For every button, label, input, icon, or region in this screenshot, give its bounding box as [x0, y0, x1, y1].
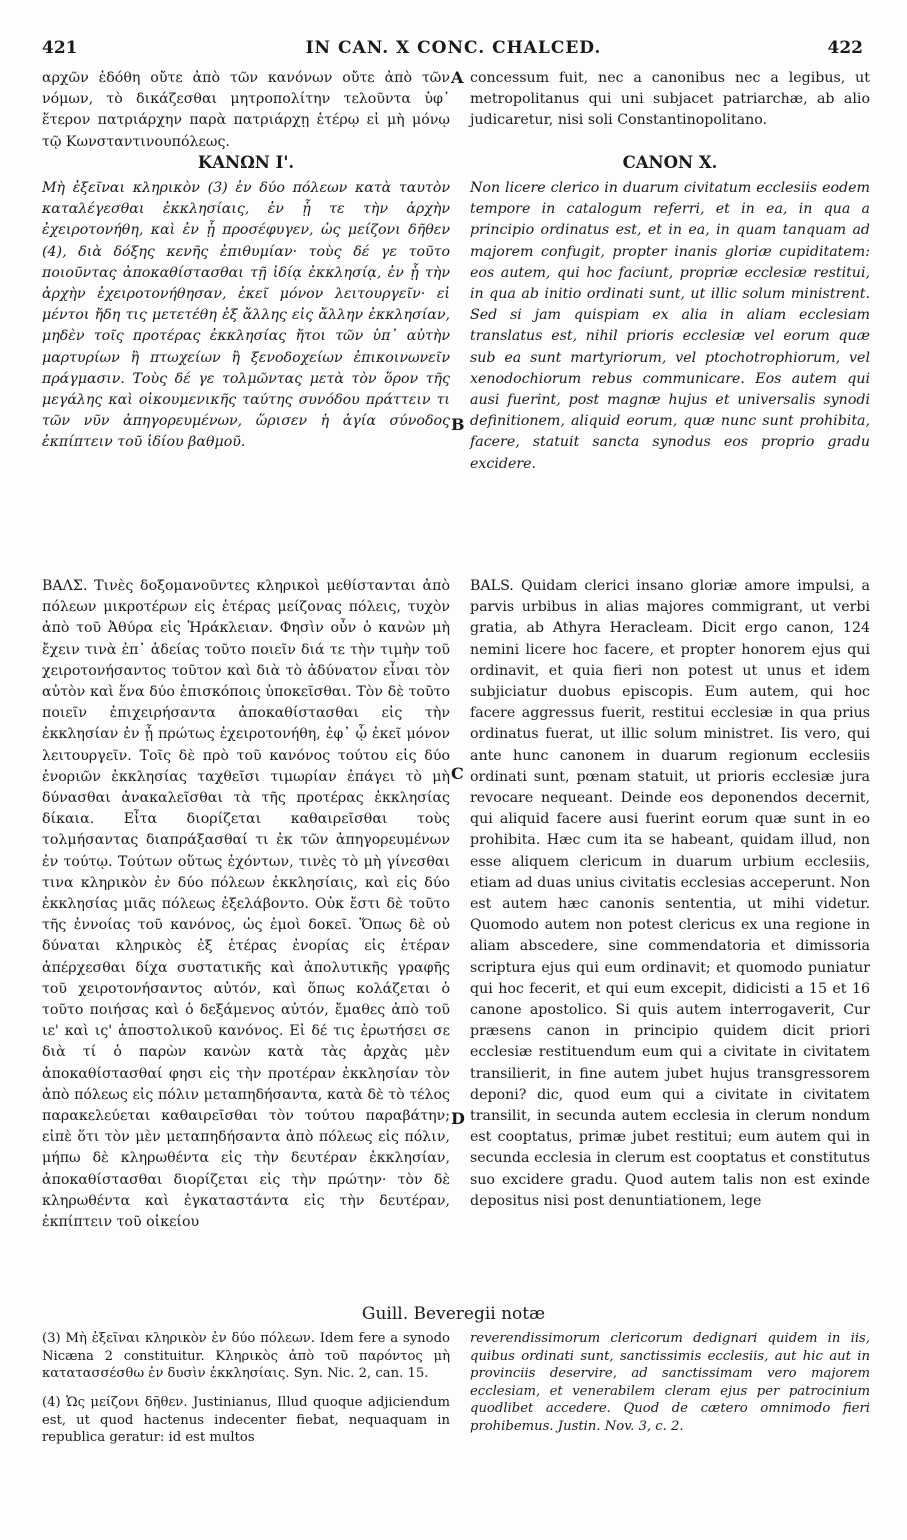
margin-letter-c: C	[451, 764, 464, 783]
page-number-left: 421	[42, 38, 78, 58]
notes-right-column	[470, 1330, 870, 1435]
note-3: (3) Μὴ ἐξεῖναι κληρικὸν ἐν δύο πόλεων. Idem fere a synodo Nicæna 2 constituitur. Κληρικὸς ἀπὸ τοῦ παρόντος μὴ κατατασσέσθω ἐν δυσὶν ἐκκλησίαις. Syn. Nic. 2, can. 15.	[42, 1331, 450, 1381]
latin-balsamon-commentary: BALS. Quidam clerici insano gloriæ amore impulsi, a parvis urbibus in alias majores commigrant, ut verbi gratia, ab Athyra Heracleam. Dicit ergo canon, 124 nemini licere hoc facere, et propter honorem ejus qui ordinavit, et quia fieri non potest ut unus et idem subjiciatur duobus episcopis. Eum autem, qui hoc facere aggressus fuerit, restitui ecclesiæ in qua prius ordinatus fuerat, ut illic solum ministret. Iis vero, qui ante hunc canonem in duarum regionum ecclesiis ordinati sunt, pœnam statuit, ut prioris ecclesiæ jura revocare nequeant. Deinde eos deponendos decernit, qui aliquid facere ausi fuerint eorum quæ sunt in eo prohibita. Hæc cum ita se habeant, quidam illud, non esse aliquem clericum in duarum urbium ecclesiis, etiam ad duas unius civitatis ecclesias acceperunt. Non est autem hæc canonis sententia, ut mihi videtur. Quomodo autem non potest clericus ex una regione in aliam abscedere, sine commendatoria et dimissoria scriptura ejus qui eum ordinavit; et quomodo puniatur qui hoc fecerit, et qui eum excepit, didicisti a 15 et 16 canone apostolico. Si quis autem interrogaverit, Cur præsens canon in principio quidem dicit priori ecclesiæ restituendum eum qui a civitate in civitatem transilierit, in fine autem jubet hujus transgressorem deponi? dic, quod eum qui a civitate in civitatem transilit, in secunda autem ecclesia in clerum nondum est cooptatus, primæ jubet restitui; eum autem qui in secunda ecclesia in clerum est cooptatus et constitutus suo excidere gradu. Quod autem talis non est exinde depositus nisi post denuntiationem, lege	[470, 578, 870, 1209]
greek-column	[42, 68, 450, 1366]
latin-canon-text: Non licere clerico in duarum civitatum ecclesiis eodem tempore in catalogum referri, et in ea, in qua a principio ordinatus est, et in ea, in quam tanquam ad majorem confugit, propter inanis gloriæ cupiditatem: eos autem, qui hoc faciunt, propriæ ecclesiæ restitui, in qua ab initio ordinati sunt, ut illic solum ministrent. Sed si jam quispiam ex alia in aliam ecclesiam translatus est, nihil prioris ecclesiæ vel eorum quæ sub ea sunt martyriorum, vel ptochotrophiorum, vel xenodochiorum rebus communicare. Eos autem qui ausi fuerint, post magnæ hujus et universalis synodi definitionem, aliquid eorum, quæ nunc sunt prohibita, facere, statuit sancta synodus eos proprio gradu excidere.	[470, 180, 870, 472]
latin-column	[470, 68, 870, 1366]
notes-title: Guill. Beveregii notæ	[361, 1304, 546, 1324]
running-title: IN CAN. X CONC. CHALCED.	[305, 38, 602, 58]
margin-letter-b: B	[451, 415, 465, 434]
note-4-continued: reverendissimorum clericorum dedignari quidem in iis, quibus ordinati sunt, sanctissimis ecclesiis, aut hic aut in provinciis deservire, ad sanctissimam vero majorem ecclesiam, et venerabilem cleram ejus per patrocinium quodlibet accedere. Quod de cætero omnimodo fieri prohibemus. Justin. Nov. 3, c. 2.	[470, 1331, 870, 1434]
greek-canon-title: ΚΑΝΩΝ Ι'.	[197, 153, 295, 172]
greek-top-text: αρχῶν ἐδόθη οὔτε ἀπὸ τῶν κανόνων οὔτε ἀπὸ τῶν νόμων, τὸ δικάζεσθαι μητροπολίτην τελοῦντα ὑφ᾽ ἕτερον πατριάρχην παρὰ πατριάρχῃ ἑτέρῳ εἰ μὴ μόνῳ τῷ Κωνσταντινουπόλεως.	[42, 70, 450, 150]
page-number-right: 422	[827, 38, 863, 58]
latin-canon-title: CANON X.	[622, 153, 718, 172]
margin-letter-a: A	[451, 68, 464, 87]
greek-canon-text: Μὴ ἐξεῖναι κληρικὸν (3) ἐν δύο πόλεων κατὰ ταυτὸν καταλέγεσθαι ἐκκλησίαις, ἐν ᾗ τε τὴν ἀρχὴν ἐχειροτονήθη, καὶ ἐν ᾗ προσέφυγεν, ὡς μείζονι δῆθεν (4), διὰ δόξης κενῆς ἐπιθυμίαν· τοὺς δέ γε τοῦτο ποιοῦντας ἀποκαθίστασθαι τῇ ἰδίᾳ ἐκκλησίᾳ, ἐν ᾗ τὴν ἀρχὴν ἐχειροτονήθησαν, ἐκεῖ μόνον λειτουργεῖν· εἰ μέντοι ἤδη τις μετετέθη ἐξ ἄλλης εἰς ἄλλην ἐκκλησίαν, μηδὲν τοῖς προτέρας ἐκκλησίας ἤτοι τῶν ὑπ᾽ αὐτὴν μαρτυρίων ἢ πτωχείων ἢ ξενοδοχείων ἐπικοινωνεῖν πράγμασιν. Τοὺς δέ γε τολμῶντας μετὰ τὸν ὅρον τῆς μεγάλης καὶ οἰκουμενικῆς ταύτης συνόδου πράττειν τι τῶν νῦν ἀπηγορευμένων, ὥρισεν ἡ ἁγία σύνοδος ἐκπίπτειν τοῦ ἰδίου βαθμοῦ.	[42, 180, 450, 451]
latin-top-text: concessum fuit, nec a canonibus nec a legibus, ut metropolitanus qui uni subjacet patriarchæ, ab alio judicaretur, nisi soli Constantinopolitano.	[470, 70, 870, 129]
note-4: (4) Ὡς μείζονι δῆθεν. Justinianus, Illud quoque adjiciendum est, ut quod hactenus indecenter fiebat, nequaquam in republica geratur: id est multos	[42, 1395, 450, 1445]
margin-letter-d: D	[451, 1109, 465, 1128]
greek-balsamon-commentary: ΒΑΛΣ. Τινὲς δοξομανοῦντες κληρικοὶ μεθίστανται ἀπὸ πόλεων μικροτέρων εἰς ἑτέρας μείζονας πόλεις, τυχὸν ἀπὸ τοῦ Ἀθύρα εἰς Ἡράκλειαν. Φησὶν οὖν ὁ κανὼν μὴ ἔχειν τινὰ ἐπ᾽ ἀδείας τοῦτο ποιεῖν διά τε τὴν τιμὴν τοῦ χειροτονήσαντος τοῦτον καὶ διὰ τὸ ἀδύνατον εἶναι τὸν αὐτὸν καὶ ἕνα δύο ἐπισκόποις ὑποκεῖσθαι. Τὸν δὲ τοῦτο ποιεῖν ἐπιχειρήσαντα ἀποκαθίστασθαι εἰς τὴν ἐκκλησίαν ἐν ᾗ πρώτως ἐχειροτονήθη, ἐφ᾽ ᾧ ἐκεῖ μόνον λειτουργεῖν. Τοῖς δὲ πρὸ τοῦ κανόνος τούτου εἰς δύο ἐνοριῶν ἐκκλησίας ταχθεῖσι τιμωρίαν ἐπάγει τὸ μὴ δύνασθαι ἀνακαλεῖσθαι τὰ τῆς προτέρας ἐκκλησίας δίκαια. Εἶτα διορίζεται καθαιρεῖσθαι τοὺς τολμήσαντας διαπράξασθαί τι ἐκ τῶν ἀπηγορευμένων ἐν τούτῳ. Τούτων οὕτως ἐχόντων, τινὲς τὸ μὴ γίνεσθαι τινα κληρικὸν ἐν δύο πόλεων ἐκκλησίαις, καὶ εἰς δύο ἐκκλησίας μιᾶς πόλεως ἐξελάβοντο. Οὐκ ἔστι δὲ τοῦτο τῆς ἐννοίας τοῦ κανόνος, ὡς ἐμοὶ δοκεῖ. Ὅπως δὲ οὐ δύναται κληρικὸς ἐξ ἑτέρας ἐνορίας εἰς ἑτέραν ἀπέρχεσθαι δίχα συστατικῆς καὶ ἀπολυτικῆς γραφῆς τοῦ χειροτονήσαντος αὐτόν, καὶ ὅπως κολάζεται ὁ τοῦτο ποιήσας καὶ ὁ δεξάμενος αὐτόν, ἔμαθες ἀπὸ τοῦ ιε' καὶ ις' ἀποστολικοῦ κανόνος. Εἰ δέ τις ἐρωτήσει σε διὰ τί ὁ παρὼν κανὼν κατὰ τὰς ἀρχὰς μὲν ἀποκαθίστασθαί φησι εἰς τὴν προτέραν ἐκκλησίαν τὸν ἀπὸ πόλεως εἰς πόλιν μεταπηδήσαντα, κατὰ δὲ τὸ τέλος παρακελεύεται καθαιρεῖσθαι τὸν τούτου παραβάτην; εἰπὲ ὅτι τὸν μὲν μεταπηδήσαντα ἀπὸ πόλεως εἰς πόλιν, μήπω δὲ κληρωθέντα εἰς τὴν δευτέραν ἐκκλησίαν, ἀποκαθίστασθαι διορίζεται εἰς τὴν πρώτην· τὸν δὲ κληρωθέντα καὶ ἐγκαταστάντα εἰς τὴν δευτέραν, ἐκπίπτειν τοῦ οἰκείου	[42, 578, 450, 1231]
notes-left-column	[42, 1330, 450, 1447]
